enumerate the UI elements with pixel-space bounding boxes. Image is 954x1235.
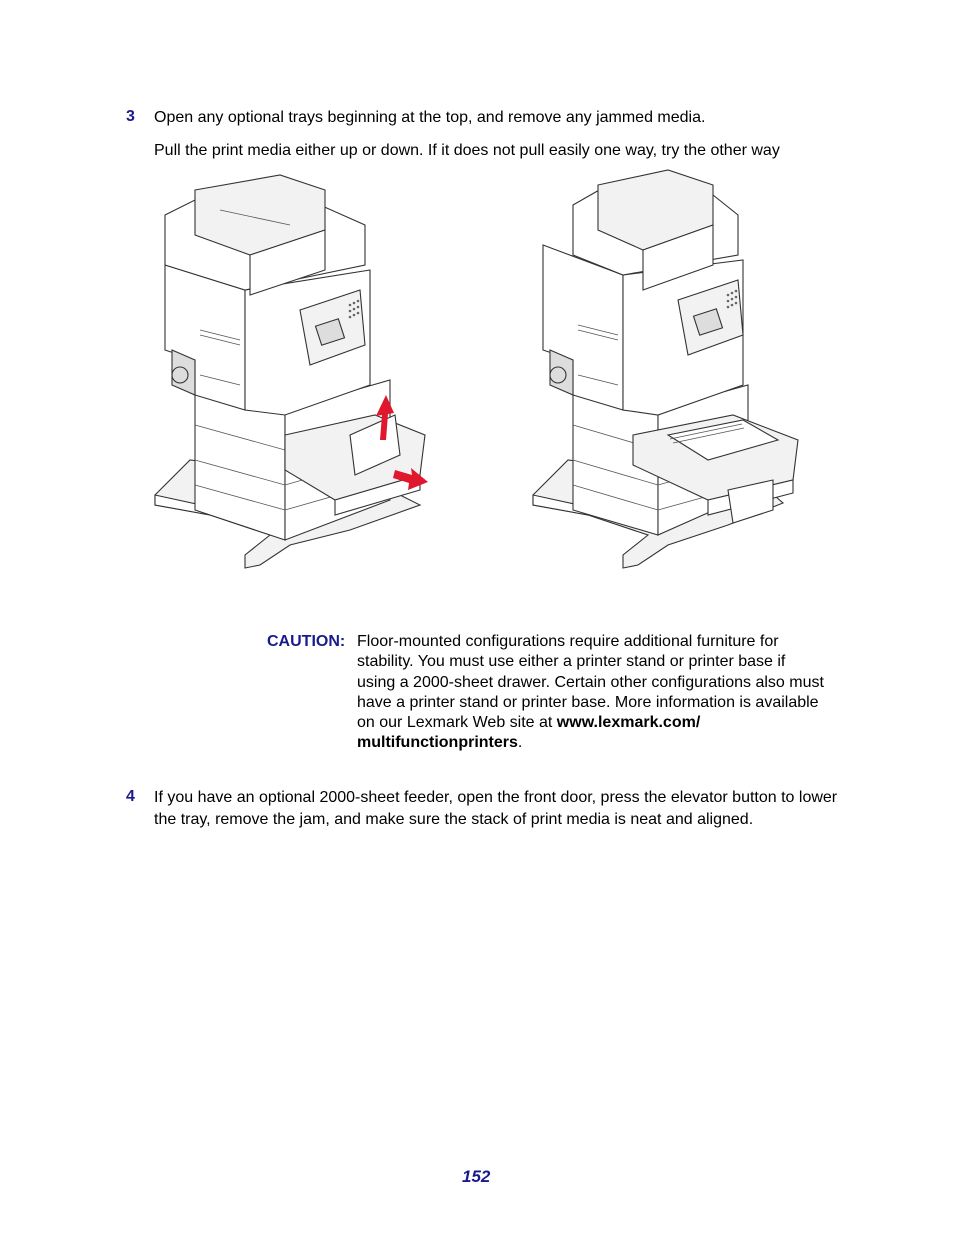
step-3-number: 3: [126, 108, 135, 125]
step-3-subtext: Pull the print media either up or down. If it does not pull easily one way, try the other way: [154, 142, 780, 159]
printer-open-tray-illustration: [528, 165, 808, 575]
page-number: 152: [462, 1167, 491, 1186]
step-4-number: 4: [126, 788, 135, 805]
caution-text: [357, 632, 827, 754]
step-4-text: If you have an optional 2000-sheet feeder, open the front door, press the elevator button to lower the tray, remove the jam, and make sure the stack of print media is neat and aligned.: [154, 789, 838, 828]
printer-jam-removal-illustration: [150, 170, 440, 580]
caution-end: .: [517, 734, 523, 752]
caution-label: CAUTION:: [267, 633, 346, 650]
step-3-text: Open any optional trays beginning at the top, and remove any jammed media.: [154, 109, 706, 126]
lexmark-web-link[interactable]: www.lexmark.com/ multifunctionprinters: [357, 714, 701, 752]
caution-body: Floor-mounted configurations require additional furniture for stability. You must use either a printer stand or printer base if using a 2000-sheet drawer. Certain other configurations also must have a printer stand or printer base. More information is available on our Lexmark Web site at: [357, 633, 824, 732]
